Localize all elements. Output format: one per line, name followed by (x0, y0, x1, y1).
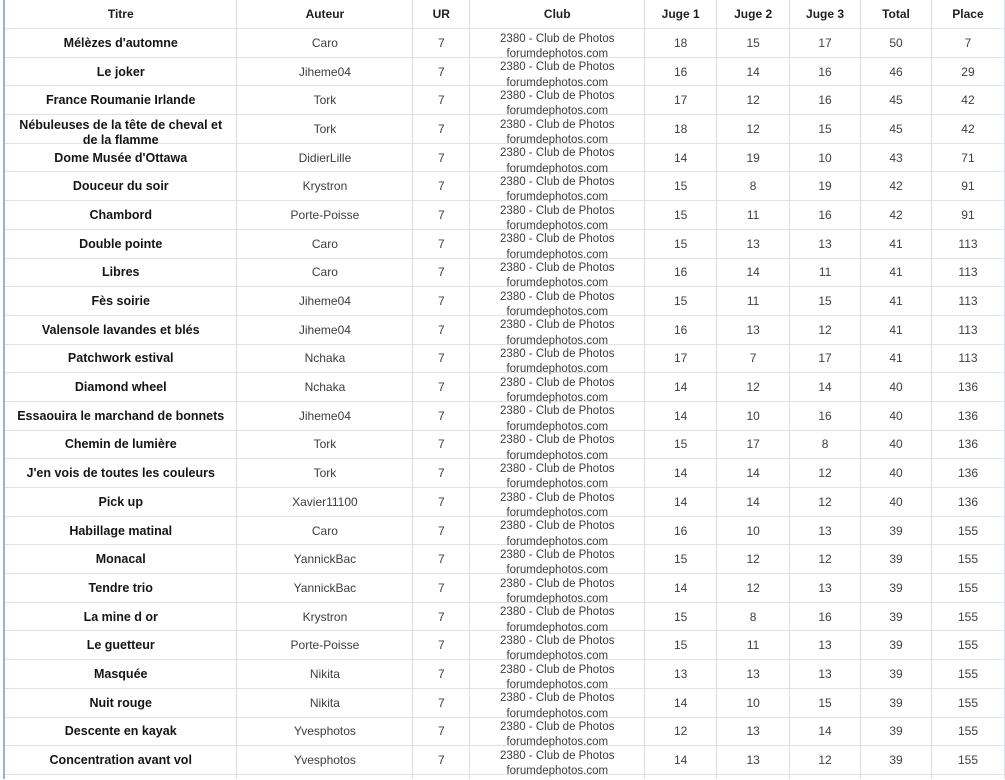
cell-juge2[interactable]: 12 (717, 373, 790, 402)
cell-total[interactable]: 39 (861, 602, 932, 631)
cell-juge3[interactable]: 13 (790, 229, 861, 258)
cell-title[interactable]: Douceur du soir (4, 172, 237, 201)
cell-author[interactable]: Jiheme04 (237, 57, 413, 86)
cell-total[interactable]: 39 (861, 717, 932, 746)
cell-juge2[interactable]: 14 (717, 258, 790, 287)
cell-juge3[interactable]: 12 (790, 315, 861, 344)
cell-title[interactable]: Dome Musée d'Ottawa (4, 143, 237, 172)
cell-place[interactable]: 155 (931, 602, 1004, 631)
cell-juge2[interactable]: 12 (717, 86, 790, 115)
cell-club[interactable]: 2380 - Club de Photos forumdephotos.com (470, 258, 645, 287)
cell-juge3[interactable]: 14 (790, 373, 861, 402)
cell-author[interactable]: Jiheme04 (237, 287, 413, 316)
cell-juge3[interactable]: 12 (790, 459, 861, 488)
cell-club[interactable]: 2380 - Club de Photos forumdephotos.com (470, 115, 645, 144)
cell-empty (861, 774, 932, 779)
cell-club[interactable]: 2380 - Club de Photos forumdephotos.com (470, 315, 645, 344)
cell-empty (790, 774, 861, 779)
cell-juge2[interactable]: 12 (717, 574, 790, 603)
cell-juge1[interactable]: 15 (645, 287, 717, 316)
cell-juge1[interactable]: 14 (645, 688, 717, 717)
cell-place[interactable]: 113 (931, 258, 1004, 287)
cell-place[interactable]: 155 (931, 688, 1004, 717)
cell-title[interactable]: Chemin de lumière (4, 430, 237, 459)
cell-ur[interactable]: 7 (413, 574, 470, 603)
cell-author[interactable]: Krystron (237, 602, 413, 631)
cell-title[interactable]: Diamond wheel (4, 373, 237, 402)
table-row (4, 717, 1005, 746)
cell-juge1[interactable]: 18 (645, 29, 717, 58)
table-row (4, 401, 1005, 430)
table-row (4, 746, 1005, 775)
cell-club[interactable]: 2380 - Club de Photos forumdephotos.com (470, 373, 645, 402)
table-row (4, 516, 1005, 545)
cell-place[interactable]: 136 (931, 488, 1004, 517)
cell-ur[interactable]: 7 (413, 115, 470, 144)
cell-club[interactable]: 2380 - Club de Photos forumdephotos.com (470, 29, 645, 58)
cell-title[interactable]: Le guetteur (4, 631, 237, 660)
cell-author[interactable]: Tork (237, 430, 413, 459)
cell-title[interactable]: Tendre trio (4, 574, 237, 603)
cell-title[interactable]: Concentration avant vol (4, 746, 237, 775)
cell-juge2[interactable]: 13 (717, 315, 790, 344)
cell-juge3[interactable]: 19 (790, 172, 861, 201)
cell-empty (4, 774, 237, 779)
cell-total[interactable]: 45 (861, 86, 932, 115)
cell-author[interactable]: Tork (237, 459, 413, 488)
cell-ur[interactable]: 7 (413, 516, 470, 545)
table-row (4, 258, 1005, 287)
cell-author[interactable]: Tork (237, 86, 413, 115)
cell-club[interactable]: 2380 - Club de Photos forumdephotos.com (470, 688, 645, 717)
cell-ur[interactable]: 7 (413, 29, 470, 58)
cell-place[interactable]: 155 (931, 746, 1004, 775)
cell-place[interactable]: 155 (931, 660, 1004, 689)
cell-juge2[interactable]: 13 (717, 717, 790, 746)
cell-juge1[interactable]: 14 (645, 143, 717, 172)
cell-total[interactable]: 41 (861, 258, 932, 287)
cell-total[interactable]: 41 (861, 229, 932, 258)
cell-juge1[interactable]: 15 (645, 631, 717, 660)
cell-club[interactable]: 2380 - Club de Photos forumdephotos.com (470, 201, 645, 230)
cell-title[interactable]: Nuit rouge (4, 688, 237, 717)
cell-place[interactable]: 71 (931, 143, 1004, 172)
cell-juge3[interactable]: 16 (790, 86, 861, 115)
cell-place[interactable]: 91 (931, 201, 1004, 230)
cell-juge2[interactable]: 11 (717, 631, 790, 660)
cell-juge3[interactable]: 11 (790, 258, 861, 287)
cell-ur[interactable]: 7 (413, 602, 470, 631)
cell-author[interactable]: Porte-Poisse (237, 201, 413, 230)
cell-juge1[interactable]: 17 (645, 86, 717, 115)
cell-author[interactable]: Caro (237, 29, 413, 58)
cell-place[interactable]: 113 (931, 344, 1004, 373)
cell-ur[interactable]: 7 (413, 746, 470, 775)
table-row (4, 430, 1005, 459)
cell-juge2[interactable]: 15 (717, 29, 790, 58)
cell-ur[interactable]: 7 (413, 459, 470, 488)
cell-juge2[interactable]: 14 (717, 488, 790, 517)
cell-total[interactable]: 40 (861, 430, 932, 459)
cell-empty (413, 774, 470, 779)
col-header-juge2[interactable]: Juge 2 (717, 0, 790, 29)
cell-juge3[interactable]: 13 (790, 516, 861, 545)
cell-club[interactable]: 2380 - Club de Photos forumdephotos.com (470, 172, 645, 201)
cell-author[interactable]: Tork (237, 115, 413, 144)
table-row (4, 315, 1005, 344)
header-row (4, 0, 1005, 29)
cell-place[interactable]: 155 (931, 574, 1004, 603)
cell-place[interactable]: 155 (931, 545, 1004, 574)
cell-juge2[interactable]: 17 (717, 430, 790, 459)
cell-juge3[interactable]: 10 (790, 143, 861, 172)
cell-juge3[interactable]: 13 (790, 574, 861, 603)
cell-title[interactable]: Masquée (4, 660, 237, 689)
table-row (4, 172, 1005, 201)
cell-juge3[interactable]: 12 (790, 488, 861, 517)
cell-juge3[interactable]: 16 (790, 57, 861, 86)
cell-place[interactable]: 91 (931, 172, 1004, 201)
cell-juge1[interactable]: 14 (645, 488, 717, 517)
cell-total[interactable]: 41 (861, 315, 932, 344)
cell-author[interactable]: Krystron (237, 172, 413, 201)
cell-juge2[interactable]: 8 (717, 172, 790, 201)
cell-juge1[interactable]: 15 (645, 201, 717, 230)
cell-ur[interactable]: 7 (413, 488, 470, 517)
cell-total[interactable]: 41 (861, 344, 932, 373)
cell-title[interactable]: La mine d or (4, 602, 237, 631)
cell-juge1[interactable]: 13 (645, 660, 717, 689)
cell-juge2[interactable]: 10 (717, 401, 790, 430)
cell-club[interactable]: 2380 - Club de Photos forumdephotos.com (470, 746, 645, 775)
cell-ur[interactable]: 7 (413, 172, 470, 201)
table-row (4, 29, 1005, 58)
cell-title[interactable]: Pick up (4, 488, 237, 517)
col-header-ur[interactable]: UR (413, 0, 470, 29)
cell-title[interactable]: France Roumanie Irlande (4, 86, 237, 115)
cell-juge1[interactable]: 14 (645, 401, 717, 430)
cell-juge1[interactable]: 15 (645, 229, 717, 258)
table-row (4, 344, 1005, 373)
cell-author[interactable]: Jiheme04 (237, 315, 413, 344)
cell-author[interactable]: Yvesphotos (237, 717, 413, 746)
cell-title[interactable]: Nébuleuses de la tête de cheval et de la flamme (4, 115, 237, 144)
cell-juge1[interactable]: 15 (645, 602, 717, 631)
cell-author[interactable]: YannickBac (237, 545, 413, 574)
cell-juge3[interactable]: 8 (790, 430, 861, 459)
cell-place[interactable]: 42 (931, 86, 1004, 115)
cell-juge3[interactable]: 17 (790, 29, 861, 58)
cell-juge3[interactable]: 13 (790, 660, 861, 689)
cell-ur[interactable]: 7 (413, 631, 470, 660)
col-header-juge3[interactable]: Juge 3 (790, 0, 861, 29)
cell-place[interactable]: 113 (931, 315, 1004, 344)
table-row (4, 545, 1005, 574)
cell-title[interactable]: Valensole lavandes et blés (4, 315, 237, 344)
table-body (4, 29, 1005, 779)
cell-club[interactable]: 2380 - Club de Photos forumdephotos.com (470, 574, 645, 603)
cell-juge1[interactable]: 16 (645, 315, 717, 344)
cell-title[interactable]: Fès soirie (4, 287, 237, 316)
cell-total[interactable]: 43 (861, 143, 932, 172)
cell-juge1[interactable]: 16 (645, 258, 717, 287)
cell-total[interactable]: 42 (861, 201, 932, 230)
cell-ur[interactable]: 7 (413, 688, 470, 717)
cell-total[interactable]: 39 (861, 746, 932, 775)
cell-total[interactable]: 39 (861, 631, 932, 660)
cell-club[interactable]: 2380 - Club de Photos forumdephotos.com (470, 430, 645, 459)
cell-ur[interactable]: 7 (413, 258, 470, 287)
table-row (4, 115, 1005, 144)
table-row (4, 201, 1005, 230)
cell-place[interactable]: 42 (931, 115, 1004, 144)
cell-juge1[interactable]: 12 (645, 717, 717, 746)
cell-title[interactable]: Le joker (4, 57, 237, 86)
cell-title[interactable]: Monacal (4, 545, 237, 574)
cell-empty (237, 774, 413, 779)
cell-total[interactable]: 39 (861, 516, 932, 545)
cell-total[interactable]: 39 (861, 574, 932, 603)
cell-author[interactable]: Xavier11100 (237, 488, 413, 517)
cell-juge2[interactable]: 13 (717, 746, 790, 775)
cell-ur[interactable]: 7 (413, 143, 470, 172)
cell-ur[interactable]: 7 (413, 660, 470, 689)
col-header-club[interactable]: Club (470, 0, 645, 29)
cell-juge2[interactable]: 8 (717, 602, 790, 631)
cell-juge1[interactable]: 15 (645, 545, 717, 574)
cell-title[interactable]: Patchwork estival (4, 344, 237, 373)
cell-club[interactable]: 2380 - Club de Photos forumdephotos.com (470, 602, 645, 631)
cell-juge1[interactable]: 16 (645, 57, 717, 86)
cell-juge1[interactable]: 16 (645, 516, 717, 545)
cell-total[interactable]: 39 (861, 545, 932, 574)
results-table (3, 0, 1005, 779)
cell-place[interactable]: 155 (931, 717, 1004, 746)
cell-juge2[interactable]: 11 (717, 287, 790, 316)
cell-juge3[interactable]: 12 (790, 545, 861, 574)
cell-place[interactable]: 136 (931, 430, 1004, 459)
cell-empty (645, 774, 717, 779)
cell-ur[interactable]: 7 (413, 430, 470, 459)
table-row (4, 459, 1005, 488)
col-header-title[interactable]: Titre (4, 0, 237, 29)
cell-club[interactable]: 2380 - Club de Photos forumdephotos.com (470, 143, 645, 172)
table-row (4, 86, 1005, 115)
table-row (4, 488, 1005, 517)
cell-empty (717, 774, 790, 779)
cell-juge3[interactable]: 16 (790, 201, 861, 230)
cell-club[interactable]: 2380 - Club de Photos forumdephotos.com (470, 344, 645, 373)
table-row (4, 373, 1005, 402)
table-row (4, 688, 1005, 717)
cell-club[interactable]: 2380 - Club de Photos forumdephotos.com (470, 631, 645, 660)
cell-juge2[interactable]: 14 (717, 57, 790, 86)
cell-club[interactable]: 2380 - Club de Photos forumdephotos.com (470, 86, 645, 115)
cell-juge3[interactable]: 12 (790, 746, 861, 775)
cell-juge2[interactable]: 7 (717, 344, 790, 373)
cell-juge3[interactable]: 15 (790, 287, 861, 316)
cell-club[interactable]: 2380 - Club de Photos forumdephotos.com (470, 401, 645, 430)
table-row (4, 229, 1005, 258)
cell-juge2[interactable]: 12 (717, 115, 790, 144)
cell-place[interactable]: 155 (931, 516, 1004, 545)
cell-author[interactable]: DidierLille (237, 143, 413, 172)
table-row (4, 574, 1005, 603)
cell-author[interactable]: Nchaka (237, 373, 413, 402)
cell-ur[interactable]: 7 (413, 344, 470, 373)
cell-ur[interactable]: 7 (413, 287, 470, 316)
cell-title[interactable]: Essaouira le marchand de bonnets (4, 401, 237, 430)
cell-total[interactable]: 39 (861, 660, 932, 689)
cell-place[interactable]: 136 (931, 373, 1004, 402)
cell-place[interactable]: 29 (931, 57, 1004, 86)
cell-total[interactable]: 50 (861, 29, 932, 58)
cell-total[interactable]: 45 (861, 115, 932, 144)
cell-author[interactable]: Caro (237, 229, 413, 258)
cell-author[interactable]: Jiheme04 (237, 401, 413, 430)
cell-place[interactable]: 136 (931, 401, 1004, 430)
cell-club[interactable]: 2380 - Club de Photos forumdephotos.com (470, 545, 645, 574)
table-row (4, 660, 1005, 689)
cell-place[interactable]: 113 (931, 229, 1004, 258)
cell-author[interactable]: Nchaka (237, 344, 413, 373)
cell-juge1[interactable]: 14 (645, 459, 717, 488)
cell-ur[interactable]: 7 (413, 229, 470, 258)
cell-title[interactable]: Chambord (4, 201, 237, 230)
cell-title[interactable]: Mélèzes d'automne (4, 29, 237, 58)
col-header-juge1[interactable]: Juge 1 (645, 0, 717, 29)
cell-ur[interactable]: 7 (413, 717, 470, 746)
cell-juge3[interactable]: 13 (790, 631, 861, 660)
cell-title[interactable]: Descente en kayak (4, 717, 237, 746)
cell-club[interactable]: 2380 - Club de Photos forumdephotos.com (470, 287, 645, 316)
cell-author[interactable]: Caro (237, 516, 413, 545)
cell-juge1[interactable]: 18 (645, 115, 717, 144)
table-row (4, 631, 1005, 660)
cell-club[interactable]: 2380 - Club de Photos forumdephotos.com (470, 57, 645, 86)
cell-juge2[interactable]: 10 (717, 688, 790, 717)
cell-total[interactable]: 39 (861, 688, 932, 717)
cell-juge3[interactable]: 17 (790, 344, 861, 373)
cell-juge3[interactable]: 16 (790, 602, 861, 631)
cell-juge2[interactable]: 13 (717, 660, 790, 689)
cell-author[interactable]: Porte-Poisse (237, 631, 413, 660)
table-row (4, 287, 1005, 316)
cell-club[interactable]: 2380 - Club de Photos forumdephotos.com (470, 459, 645, 488)
cell-ur[interactable]: 7 (413, 373, 470, 402)
cell-juge1[interactable]: 15 (645, 172, 717, 201)
cell-juge2[interactable]: 13 (717, 229, 790, 258)
cell-juge2[interactable]: 19 (717, 143, 790, 172)
cell-juge1[interactable]: 14 (645, 746, 717, 775)
table-row (4, 57, 1005, 86)
cell-juge2[interactable]: 10 (717, 516, 790, 545)
cell-total[interactable]: 41 (861, 287, 932, 316)
cell-title[interactable]: Libres (4, 258, 237, 287)
cell-total[interactable]: 42 (861, 172, 932, 201)
cell-juge3[interactable]: 14 (790, 717, 861, 746)
cell-club[interactable]: 2380 - Club de Photos forumdephotos.com (470, 660, 645, 689)
cell-total[interactable]: 40 (861, 373, 932, 402)
cell-place[interactable]: 113 (931, 287, 1004, 316)
cell-juge2[interactable]: 14 (717, 459, 790, 488)
cell-author[interactable]: Yvesphotos (237, 746, 413, 775)
cell-ur[interactable]: 7 (413, 86, 470, 115)
cell-juge1[interactable]: 15 (645, 430, 717, 459)
cell-ur[interactable]: 7 (413, 545, 470, 574)
cell-club[interactable]: 2380 - Club de Photos forumdephotos.com (470, 488, 645, 517)
cell-title[interactable]: Double pointe (4, 229, 237, 258)
cell-juge2[interactable]: 12 (717, 545, 790, 574)
cell-ur[interactable]: 7 (413, 201, 470, 230)
col-header-total[interactable]: Total (861, 0, 932, 29)
cell-place[interactable]: 136 (931, 459, 1004, 488)
cell-author[interactable]: Nikita (237, 688, 413, 717)
table-row-partial (4, 774, 1005, 779)
cell-total[interactable]: 46 (861, 57, 932, 86)
col-header-author[interactable]: Auteur (237, 0, 413, 29)
table-row (4, 602, 1005, 631)
cell-title[interactable]: J'en vois de toutes les couleurs (4, 459, 237, 488)
cell-club[interactable]: 2380 - Club de Photos forumdephotos.com (470, 717, 645, 746)
cell-author[interactable]: YannickBac (237, 574, 413, 603)
cell-total[interactable]: 40 (861, 459, 932, 488)
cell-club[interactable]: 2380 - Club de Photos forumdephotos.com (470, 516, 645, 545)
cell-juge3[interactable]: 15 (790, 115, 861, 144)
cell-ur[interactable]: 7 (413, 57, 470, 86)
cell-total[interactable]: 40 (861, 488, 932, 517)
cell-place[interactable]: 7 (931, 29, 1004, 58)
cell-juge1[interactable]: 17 (645, 344, 717, 373)
cell-author[interactable]: Nikita (237, 660, 413, 689)
cell-club[interactable]: 2380 - Club de Photos forumdephotos.com (470, 229, 645, 258)
cell-author[interactable]: Caro (237, 258, 413, 287)
cell-place[interactable]: 155 (931, 631, 1004, 660)
cell-ur[interactable]: 7 (413, 315, 470, 344)
cell-ur[interactable]: 7 (413, 401, 470, 430)
cell-juge3[interactable]: 15 (790, 688, 861, 717)
cell-juge2[interactable]: 11 (717, 201, 790, 230)
cell-juge3[interactable]: 16 (790, 401, 861, 430)
cell-juge1[interactable]: 14 (645, 373, 717, 402)
cell-total[interactable]: 40 (861, 401, 932, 430)
cell-juge1[interactable]: 14 (645, 574, 717, 603)
cell-title[interactable]: Habillage matinal (4, 516, 237, 545)
col-header-place[interactable]: Place (931, 0, 1004, 29)
cell-empty (931, 774, 1004, 779)
